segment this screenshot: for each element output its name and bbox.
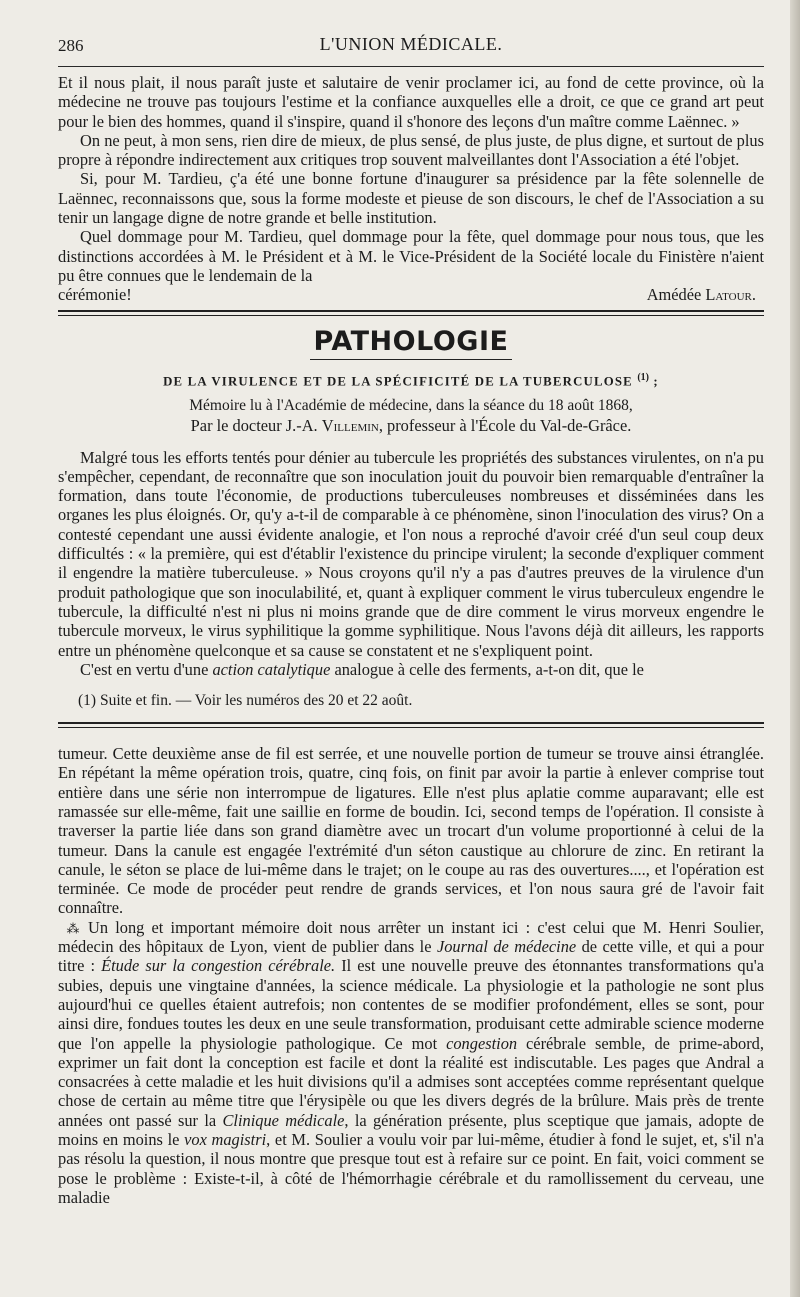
paragraph: ⁂ Un long et important mémoire doit nous arrêter un instant ici : c'est celui que M. Henri Soulier, médecin des hôpitaux de Lyon, vient de publier dans le Journal de médecine de cette ville, et qui a pour titre : Étude sur la congestion cérébrale. Il est une nouvelle preuve des étonnantes transformations qu'a subies, depuis une vingtaine d'années, la science médicale. La physiologie et la pathologie ne sont plus aujourd'hui ce quelles étaient autrefois; non contentes de se modifier profondément, elles se sont, pour ainsi dire, fondues toutes les deux en une seule transformation, produisant cette admirable science moderne que l'on appelle la physiologie pathologique. Ce mot congestion cérébrale semble, de prime-abord, exprimer un fait dont la conception est facile et dont la réalité est indiscutable. Les pages que Andral a consacrées à cette maladie et les huit divisions qu'il a admises sont acceptées comme représentant quelque chose de certain au même titre que l'érysipèle ou que les divers degrés de la brûlure. Mais près de trente années ont passé sur la Clinique médicale, la génération présente, plus sceptique que jamais, adopte de moins en moins le vox magistri, et M. Soulier a voulu voir par lui-même, étudier à fond le sujet, et, s'il n'a pas résolu la question, il nous montre que presque tout est à refaire sur ce point. En fait, voici comment se pose le problème : Existe-t-il, à côté de l'hémorrhagie cérébrale et du ramollissement du cerveau, une maladie [58, 917, 764, 1207]
paragraph: On ne peut, à mon sens, rien dire de mieux, de plus sensé, de plus juste, de plus digne, et surtout de plus propre à répondre indirectement aux critiques trop souvent malveillantes dont l'Association a été l'objet. [58, 130, 764, 170]
asterism-icon: ⁂ [66, 921, 80, 936]
paragraph: Quel dommage pour M. Tardieu, quel dommage pour la fête, quel dommage pour nous tous, que les distinctions accordées à M. le Président et à M. le Vice-Président de la Société locale du Finistère n'aient pu être connues que le lendemain de la [58, 227, 764, 285]
chronicle-column [58, 744, 764, 1207]
footnote-divider [58, 722, 764, 728]
author-line: Par le docteur J.-A. Villemin, professeur à l'École du Val-de-Grâce. [190, 415, 632, 435]
paragraph-end: cérémonie! [58, 285, 132, 305]
footnote-marker: (1) [637, 372, 649, 384]
paragraph: tumeur. Cette deuxième anse de fil est serrée, et une nouvelle portion de tumeur se trouve ainsi étranglée. En répétant la même opération trois, quatre, cinq fois, on finit par avoir la partie à enlever comprise tout entière dans une série non interrompue de ligatures. Elle n'est plus aplatie comme auparavant; elle est ramassée sur elle-même, fait une saillie en forme de boudin. Ici, second temps de l'opération. Il consiste à traverser la partie liée dans son grand diamètre avec un trocart d'un volume proportionné à celui de la tumeur. Dans la canule est engagée l'extrémité d'un séton caustique au chlorure de zinc. En retirant la canule, le séton se place de lui-même dans le trajet; on le coupe au ras des ouvertures...., et l'opération est terminée. Ce mode de procéder peut rendre de grands services, et l'on nous saura gré de l'avoir fait connaître. [58, 744, 764, 918]
closing-article [58, 73, 764, 304]
running-head [58, 28, 764, 54]
pathology-article [58, 448, 764, 680]
journal-title: L'UNION MÉDICALE. [319, 34, 503, 54]
article-title: DE LA VIRULENCE ET DE LA SPÉCIFICITÉ DE LA TUBERCULOSE $^{(1)}$ ; [163, 372, 659, 389]
author-name: Villemin [321, 415, 379, 435]
author-signature: Amédée Latour. [646, 285, 756, 305]
paragraph: Et il nous plait, il nous paraît juste et salutaire de venir proclamer ici, au fond de cette province, où la médecine ne trouve pas toujours l'estime et la confiance auxquelles elle a droit, ce que ce grand art peut pour le bien des hommes, quand il s'inspire, quand il s'honore des leçons d'un maître comme Laënnec. » [58, 73, 764, 131]
memoir-line: Mémoire lu à l'Académie de médecine, dans la séance du 18 août 1868, [189, 396, 633, 414]
section-divider [58, 310, 764, 316]
footnote: (1) Suite et fin. — Voir les numéros des 20 et 22 août. [78, 692, 413, 710]
paragraph: Malgré tous les efforts tentés pour dénier au tubercule les propriétés des substances virulentes, on n'a pu s'empêcher, cependant, de reconnaître que son inoculation jouit du pouvoir bien remarquable d'entraîner la formation, dans toute l'économie, de productions tuberculeuses nombreuses et disséminées dans les organes les plus éloignés. Or, qu'y a-t-il de comparable à ce phénomène, sinon l'inoculation des virus? On a contesté cependant une aussi évidente analogie, et l'on nous a reproché d'avoir créé d'un seul coup deux difficultés : « la première, qui est d'établir l'existence du principe virulent; la seconde d'expliquer comment il engendre la matière tuberculeuse. » Nous croyons qu'il n'y a pas d'autres preuves de la virulence d'un produit pathologique que son inoculabilité, et, quant à expliquer comment le virus tuberculeux engendre le tubercule, la difficulté n'est ni plus ni moins grande que de dire comment le virus morveux engendre le tubercule morveux, le virus syphilitique la gomme syphilitique. Nous l'avons déjà dit ailleurs, les rapports entre un phénomène quelconque et sa cause se constatent et ne s'expliquent point. [58, 447, 764, 660]
signature-line [58, 285, 764, 304]
section-heading: PATHOLOGIE [310, 326, 513, 360]
paragraph: Si, pour M. Tardieu, ç'a été une bonne fortune d'inaugurer sa présidence par la fête solennelle de Laënnec, reconnaissons que, sous la forme modeste et pieuse de son discours, le chef de l'Association a su tenir un langage digne de notre grande et belle institution. [58, 169, 764, 228]
page-number: 286 [58, 36, 84, 55]
page-gutter-shadow [790, 0, 800, 1297]
paragraph: C'est en vertu d'une action catalytique analogue à celle des ferments, a-t-on dit, que le [80, 659, 644, 679]
